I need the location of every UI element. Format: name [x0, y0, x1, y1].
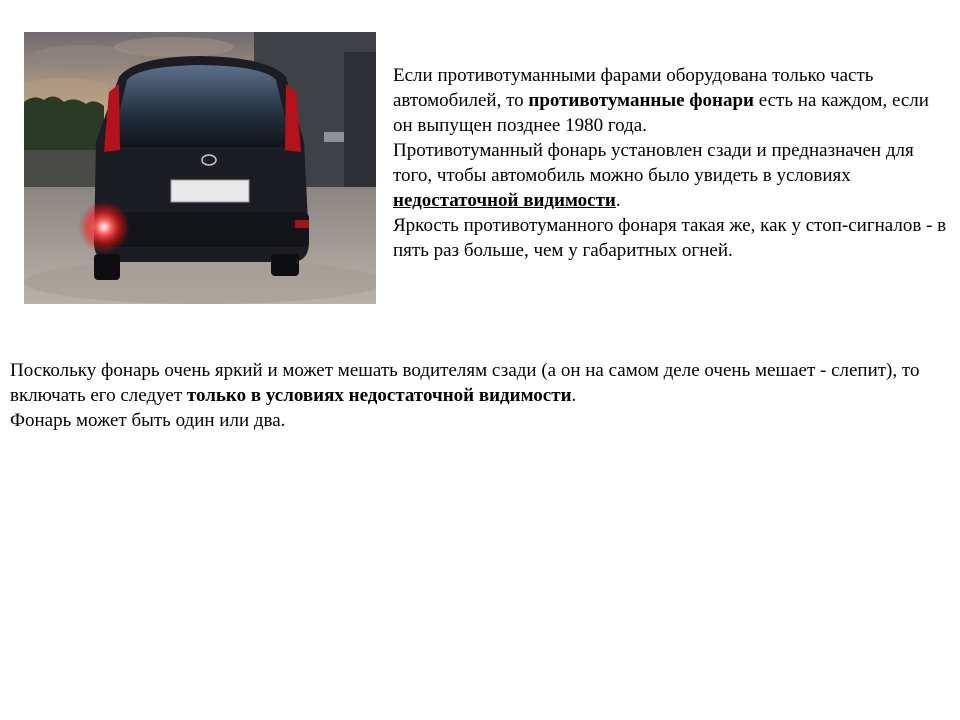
car-rear-photo [24, 32, 376, 304]
paragraph-fog-light-purpose: Противотуманный фонарь установлен сзади и предназначен для того, чтобы автомобиль можно было увидеть в условиях недостаточной видимости. [393, 140, 914, 211]
fog-light-usage-note [10, 358, 950, 433]
car-rear-illustration [24, 32, 376, 304]
paragraph-usage-condition: Поскольку фонарь очень яркий и может мешать водителям сзади (а он на самом деле очень мешает - слепит), то включать его следует только в условиях недостаточной видимости. [10, 360, 920, 406]
fog-light-description [393, 63, 948, 263]
paragraph-fog-lamps-vs-lights: Если противотуманными фарами оборудована только часть автомобилей, то противотуманные фонари есть на каждом, если он выпущен позднее 1980 года. [393, 65, 929, 136]
bold-term-only-low-visibility: только в условиях недостаточной видимости [186, 385, 572, 406]
bold-term-fog-lights: противотуманные фонари [528, 90, 754, 111]
paragraph-light-count: Фонарь может быть один или два. [10, 410, 286, 431]
paragraph-fog-light-brightness: Яркость противотуманного фонаря такая же, как у стоп-сигналов - в пять раз больше, чем у габаритных огней. [393, 215, 947, 261]
fog-light-glow [78, 201, 130, 253]
bold-term-low-visibility: недостаточной видимости [393, 190, 616, 211]
